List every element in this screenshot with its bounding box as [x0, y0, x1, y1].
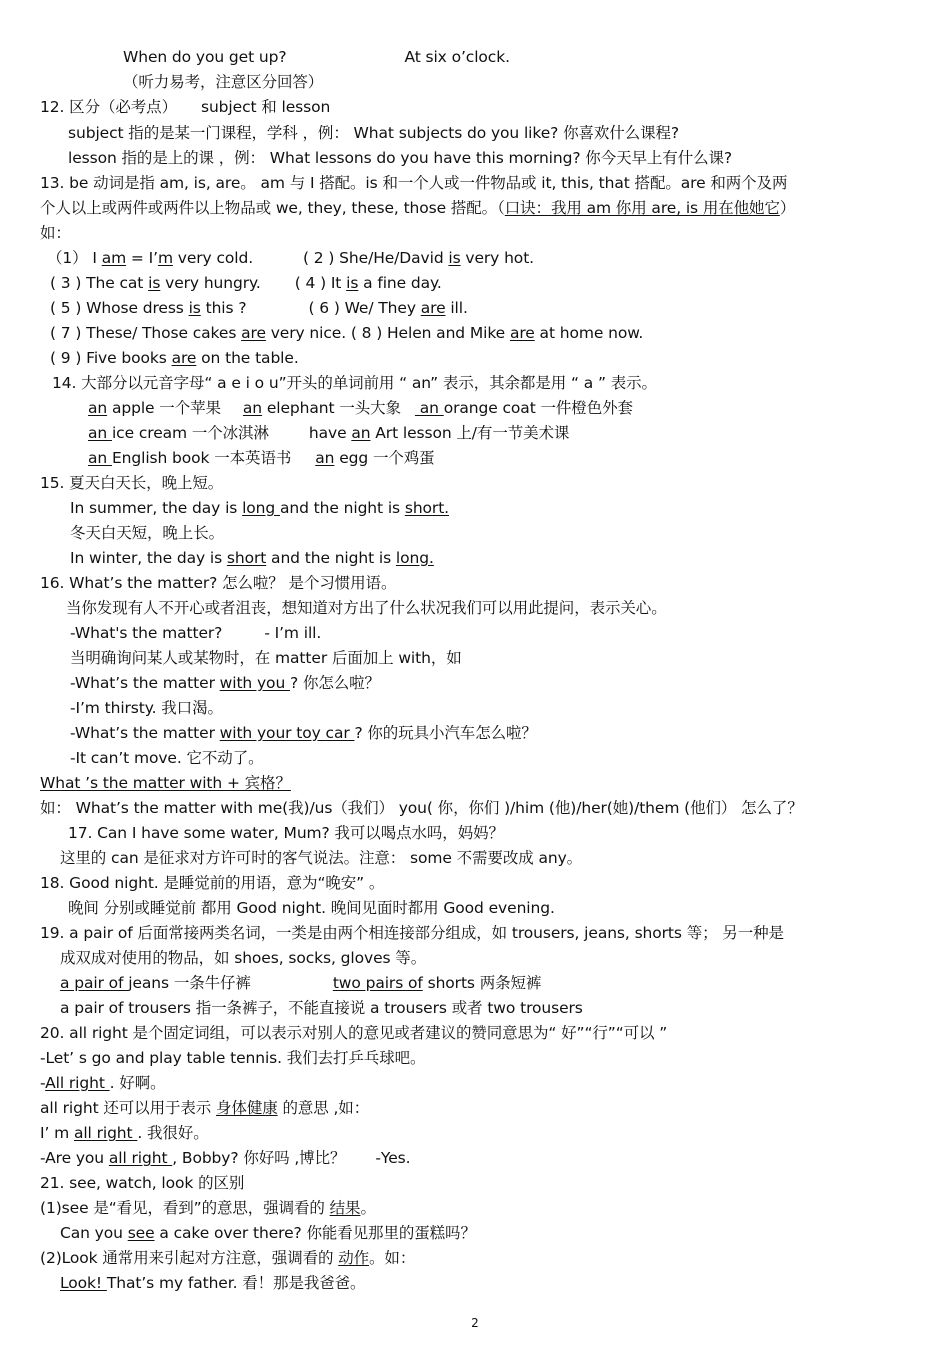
text-line: [40, 873, 384, 893]
text-line: [40, 1173, 244, 1193]
text-line: [68, 823, 504, 843]
text-run: English book 一本英语书: [111, 449, 292, 467]
text-run: 当你发现有人不开心或者沮丧，想知道对方出了什么状况我们可以用此提问，表示关心。: [66, 599, 667, 617]
text-run: on the table.: [196, 349, 299, 367]
text-run: （听力易考，注意区分回答）: [123, 73, 324, 91]
underlined-text: short: [226, 549, 267, 567]
page-number: 2: [471, 1316, 479, 1330]
text-line: [68, 898, 555, 918]
underlined-text: a pair of: [60, 974, 129, 992]
text-run: very cold.: [172, 249, 254, 267]
text-run: 成双成对使用的物品，如 shoes, socks, gloves 等。: [60, 949, 427, 967]
text-run: = I’: [126, 249, 158, 267]
text-line: [60, 948, 426, 968]
underlined-text: m: [157, 249, 173, 267]
text-line: [123, 72, 323, 92]
underlined-text: Look!: [60, 1274, 107, 1292]
text-line: [88, 448, 435, 468]
text-run: a pair of trousers 指一条裤子，不能直接说 a trousers 或者 two trousers: [60, 999, 583, 1017]
text-run: subject 和 lesson: [200, 98, 331, 116]
underlined-text: are: [171, 349, 197, 367]
text-run: , Bobby? 你好吗 ,博比？: [172, 1149, 346, 1167]
text-run: a fine day.: [358, 274, 442, 292]
text-line: [70, 698, 223, 718]
text-run: -What’s the matter: [70, 674, 220, 692]
text-line: [40, 223, 71, 243]
text-run: and the night is: [266, 549, 396, 567]
underlined-text: an: [351, 424, 371, 442]
text-run: In winter, the day is: [70, 549, 227, 567]
text-run: At six o’clock.: [404, 48, 510, 66]
text-run: and the night is: [279, 499, 405, 517]
text-line: [60, 973, 541, 993]
underlined-text: with your toy car: [219, 724, 355, 742]
text-run: 如： What’s the matter with me(我)/us（我们） you( 你，你们 )/him (他)/her(她)/them (他们） 怎么了？: [40, 799, 803, 817]
text-run: 13. be 动词是指 am, is, are。 am 与 I 搭配。is 和一个人或一件物品或 it, this, that 搭配。are 和两个及两: [40, 174, 788, 192]
text-run: Can you: [60, 1224, 128, 1242]
text-run: this ?: [200, 299, 247, 317]
underlined-text: are: [241, 324, 266, 342]
underlined-text: are: [420, 299, 446, 317]
text-line: [40, 1023, 667, 1043]
text-run: have: [308, 424, 352, 442]
text-line: [40, 198, 795, 218]
text-line: [50, 323, 643, 343]
text-run: I’ m: [40, 1124, 74, 1142]
text-run: 如：: [40, 224, 71, 242]
text-run: 14. 大部分以元音字母“ a e i o u”开头的单词前用 “ an” 表示，其余都是用 “ a ” 表示。: [52, 374, 657, 392]
text-line: [70, 648, 462, 668]
text-run: (1)see 是“看见，看到”的意思，强调看的: [40, 1199, 330, 1217]
text-run: 晚间 分别或睡觉前 都用 Good night. 晚间见面时都用 Good evening.: [68, 899, 555, 917]
text-run: -It can’t move. 它不动了。: [70, 749, 264, 767]
text-run: -Yes.: [375, 1149, 411, 1167]
text-run: ( 9 ) Five books: [50, 349, 172, 367]
underlined-text: an: [315, 449, 335, 467]
text-run: 16. What’s the matter? 怎么啦？ 是个习惯用语。: [40, 574, 397, 592]
text-line: [50, 273, 442, 293]
text-line: [40, 1098, 369, 1118]
underlined-text: 结果: [329, 1199, 361, 1217]
text-line: [88, 423, 569, 443]
text-run: -: [40, 1074, 46, 1092]
text-line: [52, 373, 657, 393]
text-run: 。如：: [369, 1249, 416, 1267]
text-run: ? 你怎么啦？: [290, 674, 380, 692]
underlined-text: is: [148, 274, 161, 292]
text-run: jeans 一条牛仔裤: [128, 974, 251, 992]
text-line: [50, 298, 468, 318]
underlined-text: with you: [219, 674, 290, 692]
text-run: -Let’ s go and play table tennis. 我们去打乒乓球吧。: [40, 1049, 426, 1067]
text-run: elephant 一头大象: [262, 399, 401, 417]
text-run: ? 你的玩具小汽车怎么啦？: [354, 724, 537, 742]
text-line: [47, 248, 534, 268]
text-line: [40, 1073, 166, 1093]
text-run: ill.: [445, 299, 468, 317]
text-line: [66, 598, 667, 618]
text-line: [40, 1148, 410, 1168]
text-line: [70, 748, 264, 768]
underlined-text: an: [414, 399, 444, 417]
underlined-text: are: [509, 324, 535, 342]
text-run: at home now.: [534, 324, 644, 342]
text-line: [60, 998, 583, 1018]
text-run: . 我很好。: [137, 1124, 209, 1142]
text-run: (2)Look 通常用来引起对方注意，强调看的: [40, 1249, 339, 1267]
text-line: [70, 498, 449, 518]
text-run: very hungry.: [160, 274, 261, 292]
text-run: ( 3 ) The cat: [50, 274, 149, 292]
text-run: -What’s the matter: [70, 724, 220, 742]
text-line: [60, 1223, 476, 1243]
text-run: . 好啊。: [109, 1074, 166, 1092]
text-run: orange coat 一件橙色外套: [443, 399, 633, 417]
text-line: [123, 47, 510, 67]
text-line: [60, 1273, 365, 1293]
underlined-text: see: [127, 1224, 155, 1242]
text-run: 17. Can I have some water, Mum? 我可以喝点水吗，妈妈？: [68, 824, 504, 842]
underlined-text: is: [448, 249, 461, 267]
text-line: [40, 923, 784, 943]
text-run: 冬天白天短，晚上长。: [70, 524, 225, 542]
text-line: [70, 723, 537, 743]
underlined-text: 口诀：我用 am 你用 are, is 用在他她它: [504, 199, 780, 217]
underlined-text: am: [101, 249, 127, 267]
text-run: 。: [360, 1199, 376, 1217]
text-line: [40, 1198, 376, 1218]
text-line: [50, 348, 299, 368]
text-run: subject 指的是某一门课程，学科 ，例： What subjects do you like? 你喜欢什么课程?: [68, 124, 680, 142]
underlined-text: short.: [404, 499, 450, 517]
text-line: [40, 1123, 209, 1143]
text-run: all right 还可以用于表示: [40, 1099, 217, 1117]
text-run: 这里的 can 是征求对方许可时的客气说法。注意： some 不需要改成 any。: [60, 849, 583, 867]
text-run: 19. a pair of 后面常接两类名词，一类是由两个相连接部分组成，如 trousers, jeans, shorts 等； 另一种是: [40, 924, 784, 942]
text-run: very nice. ( 8 ) Helen and Mike: [265, 324, 510, 342]
underlined-text: an: [88, 449, 112, 467]
text-line: [70, 673, 380, 693]
text-run: very hot.: [460, 249, 534, 267]
text-run: 20. all right 是个固定词组，可以表示对别人的意见或者建议的赞同意思为“ 好”“行”“可以 ”: [40, 1024, 668, 1042]
underlined-text: is: [188, 299, 201, 317]
text-run: ( 7 ) These/ Those cakes: [50, 324, 242, 342]
text-line: [68, 123, 679, 143]
text-run: shorts 两条短裤: [422, 974, 542, 992]
underlined-text: What ’s the matter with + 宾格？: [40, 774, 291, 792]
text-run: ( 4 ) It: [294, 274, 347, 292]
text-run: 21. see, watch, look 的区别: [40, 1174, 245, 1192]
text-run: That’s my father. 看！那是我爸爸。: [106, 1274, 366, 1292]
text-run: egg 一个鸡蛋: [334, 449, 435, 467]
text-run: ice cream 一个冰淇淋: [111, 424, 269, 442]
underlined-text: long.: [395, 549, 434, 567]
text-run: （1） I: [47, 249, 102, 267]
text-line: [40, 473, 223, 493]
text-run: - I’m ill.: [264, 624, 322, 642]
text-line: [40, 173, 787, 193]
text-run: 12. 区分（必考点）: [40, 98, 177, 116]
text-line: [60, 848, 582, 868]
text-line: [40, 1048, 425, 1068]
text-line: [40, 798, 803, 818]
underlined-text: is: [346, 274, 359, 292]
text-run: -Are you: [40, 1149, 109, 1167]
text-run: lesson 指的是上的课 ，例： What lessons do you have this morning? 你今天早上有什么课?: [68, 149, 733, 167]
text-line: [70, 548, 434, 568]
underlined-text: all right: [73, 1124, 138, 1142]
text-run: 18. Good night. 是睡觉前的用语，意为“晚安” 。: [40, 874, 385, 892]
text-line: [40, 97, 330, 117]
underlined-text: All right: [45, 1074, 110, 1092]
underlined-text: two pairs of: [332, 974, 423, 992]
underlined-text: long: [242, 499, 280, 517]
underlined-text: an: [242, 399, 263, 417]
text-run: In summer, the day is: [70, 499, 243, 517]
underlined-text: all right: [108, 1149, 173, 1167]
text-run: 当明确询问某人或某物时，在 matter 后面加上 with，如: [70, 649, 462, 667]
text-line: [40, 1248, 415, 1268]
text-line: [68, 148, 732, 168]
text-run: 个人以上或两件或两件以上物品或 we, they, these, those 搭配。（: [40, 199, 505, 217]
text-run: a cake over there? 你能看见那里的蛋糕吗？: [154, 1224, 476, 1242]
underlined-text: 动作: [338, 1249, 370, 1267]
text-line: [40, 573, 396, 593]
text-run: ( 6 ) We/ They: [308, 299, 421, 317]
text-run: -What's the matter?: [70, 624, 223, 642]
text-line: [70, 523, 224, 543]
text-run: ( 5 ) Whose dress: [50, 299, 189, 317]
text-run: 15. 夏天白天长，晚上短。: [40, 474, 224, 492]
text-line: [40, 773, 291, 793]
text-run: Art lesson 上/有一节美术课: [370, 424, 570, 442]
text-run: -I’m thirsty. 我口渴。: [70, 699, 223, 717]
underlined-text: an: [88, 424, 112, 442]
underlined-text: 身体健康: [216, 1099, 278, 1117]
text-line: [70, 623, 321, 643]
text-run: ( 2 ) She/He/David: [303, 249, 449, 267]
text-run: apple 一个苹果: [107, 399, 221, 417]
text-line: [88, 398, 633, 418]
text-run: When do you get up?: [123, 48, 287, 66]
underlined-text: an: [88, 399, 108, 417]
text-run: 的意思 ,如：: [277, 1099, 370, 1117]
text-run: ）: [779, 199, 796, 217]
